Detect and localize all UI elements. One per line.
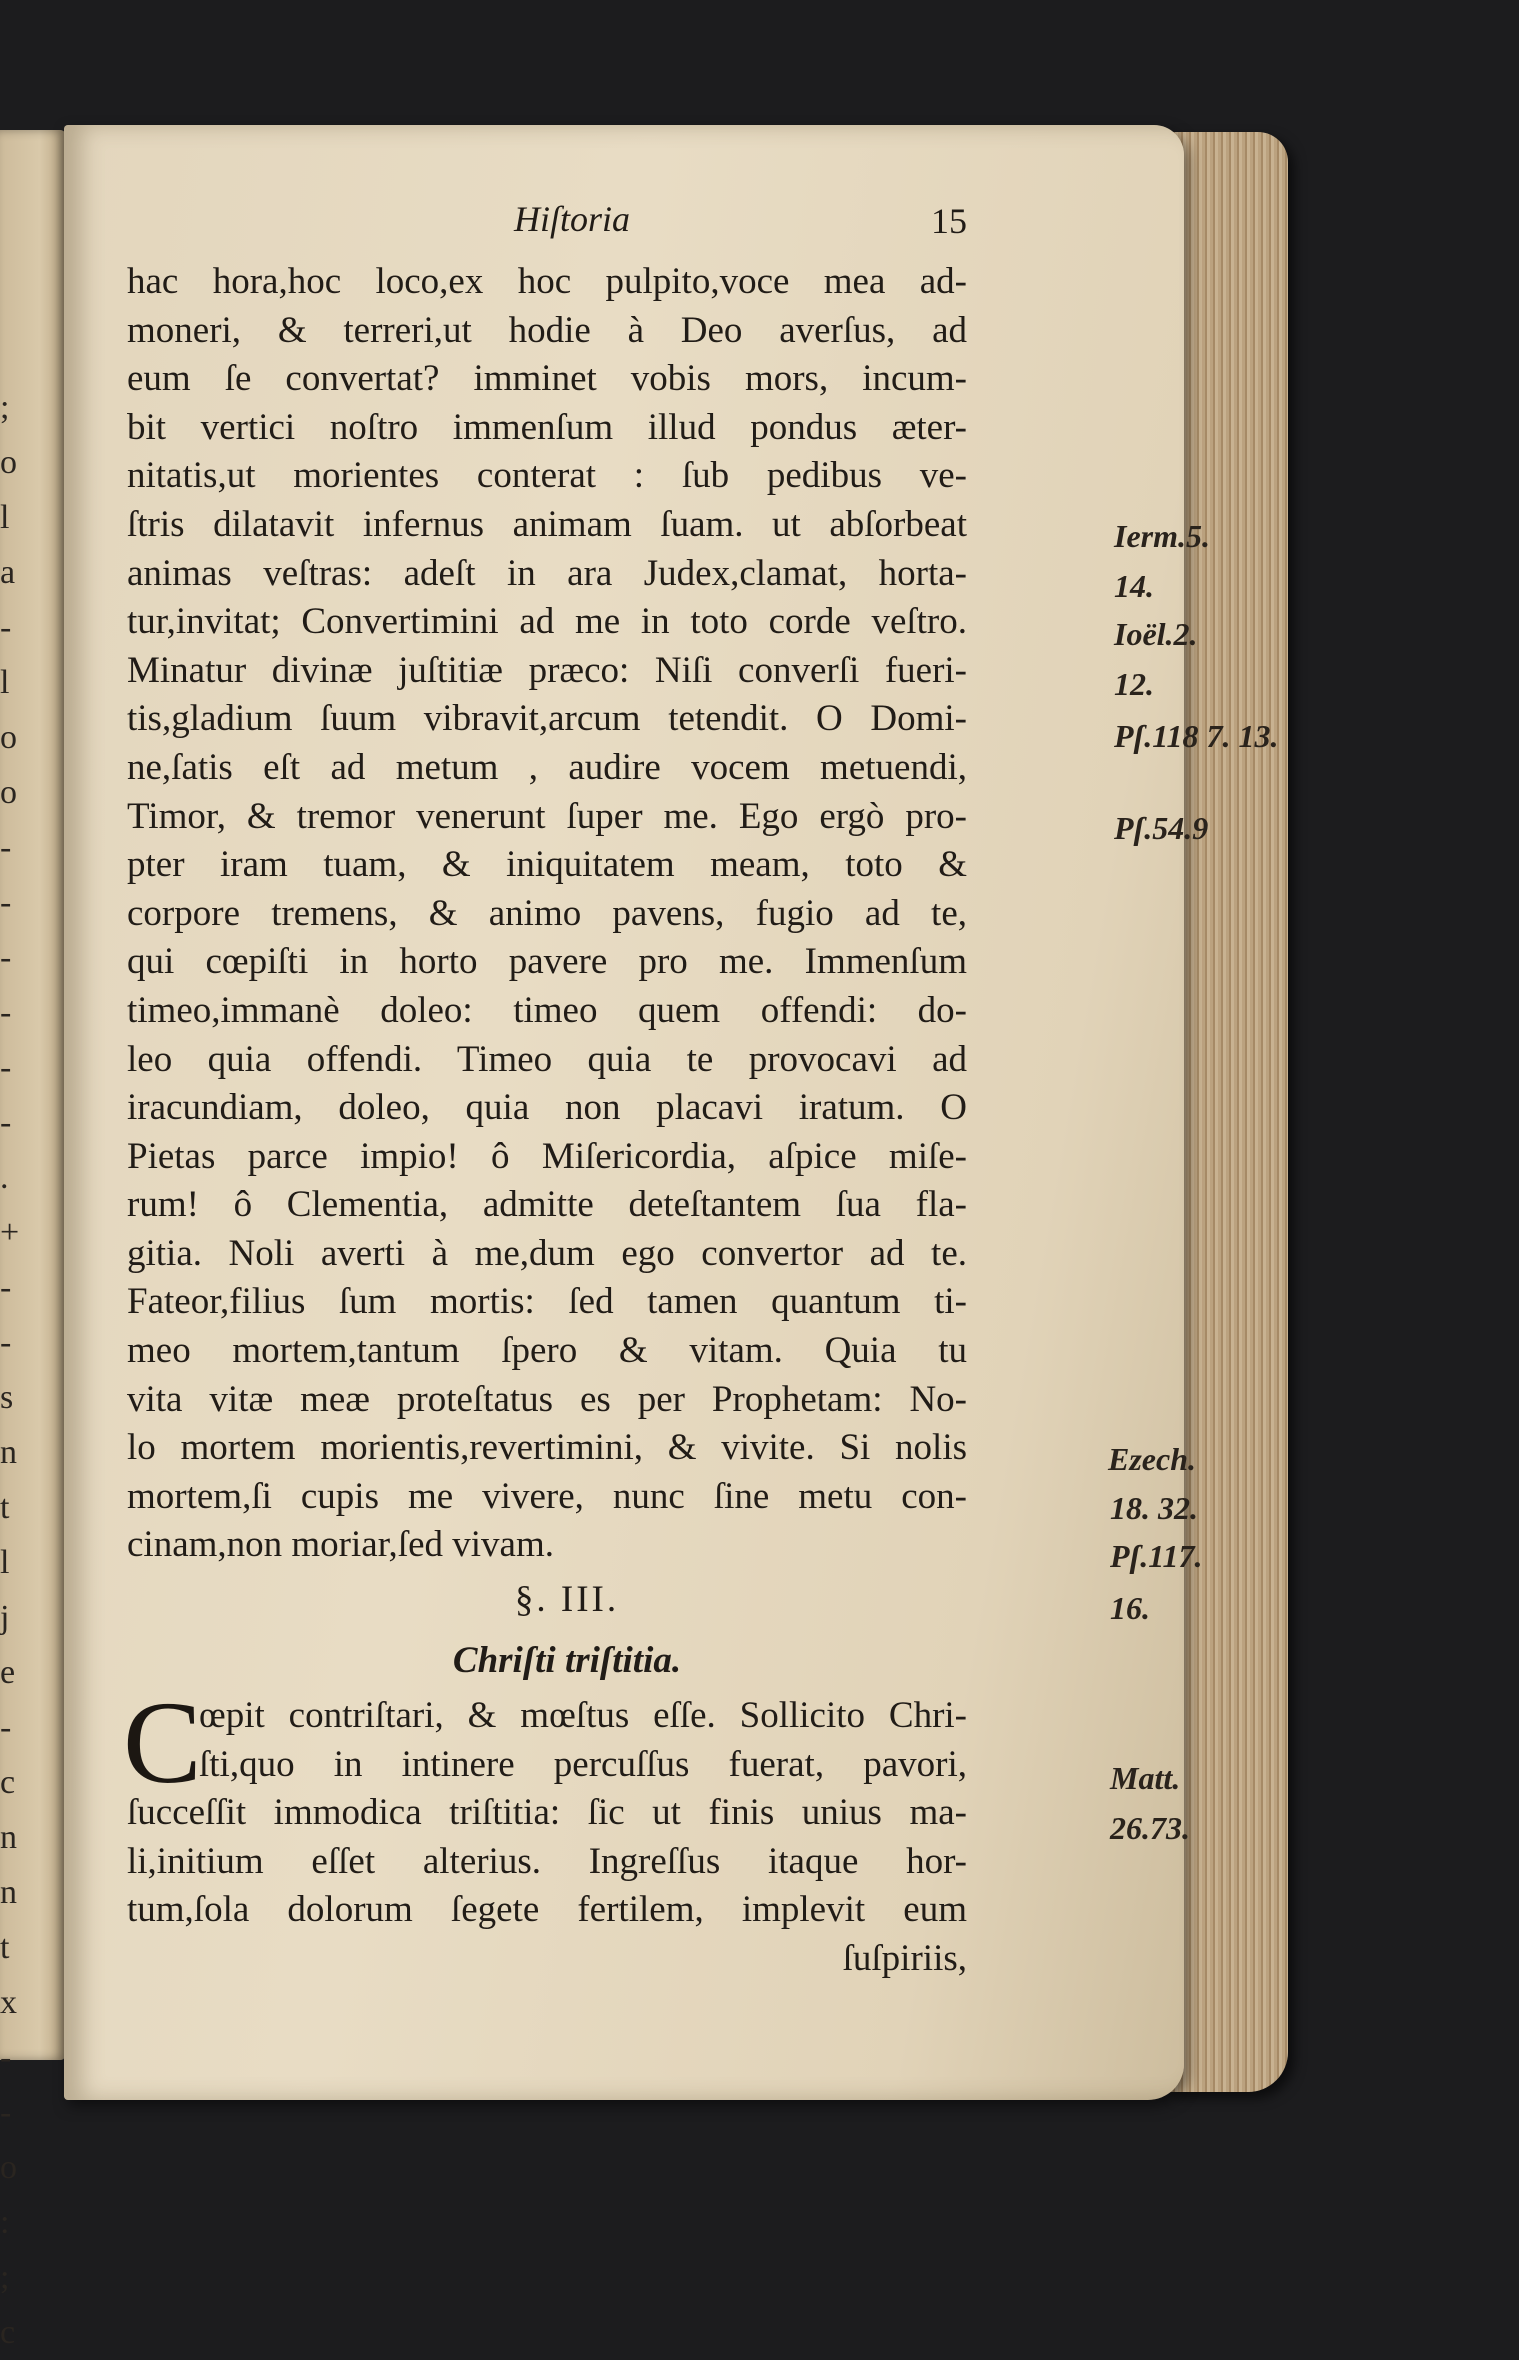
text-line: mortem,ſi cupis me vivere, nunc ſine metu con- [127, 1475, 967, 1517]
margin-note: Matt. [1110, 1760, 1181, 1796]
text-line: leo quia offendi. Timeo quia te provocavi ad [127, 1038, 967, 1080]
running-title: Hiſtoria [514, 199, 631, 239]
drop-capital: C [123, 1677, 202, 1809]
text-line: pter iram tuam, & iniquitatem meam, toto & [127, 844, 967, 886]
margin-note: 26.73. [1110, 1810, 1190, 1846]
text-line: cinam,non moriar,ſed vivam. [127, 1524, 554, 1566]
text-line: iracundiam, doleo, quia non placavi iratum. O [127, 1087, 967, 1129]
facing-page-glyphs: ; o l a - l o o - - - - - - . + - - s n t l j e - c n n t x - - o : ; c [0, 389, 20, 2351]
text-line: corpore tremens, & animo pavens, fugio ad te, [127, 892, 967, 934]
text-line: tis,gladium ſuum vibravit,arcum tetendit. O Domi- [127, 698, 967, 740]
running-header [127, 198, 967, 258]
section-title: Chriſti triſtitia. [452, 1640, 682, 1682]
margin-note: Pſ.54.9 [1114, 810, 1209, 846]
margin-note: Pſ.117. [1110, 1538, 1203, 1574]
body-paragraph [127, 258, 967, 1570]
margin-note: Ioël.2. [1114, 616, 1198, 652]
margin-note: 16. [1110, 1590, 1150, 1626]
text-line: Timor, & tremor venerunt ſuper me. Ego ergò pro- [127, 795, 967, 837]
margin-note: Ierm.5. [1114, 518, 1210, 554]
text-line: ſti,quo in intinere percuſſus fuerat, pavori, [199, 1743, 967, 1785]
text-line: eum ſe convertat? imminet vobis mors, incum- [127, 358, 967, 400]
page-text [123, 198, 1279, 1984]
text-line: nitatis,ut morientes conterat : ſub pedibus ve- [127, 455, 967, 497]
text-line: ſucceſſit immodica triſtitia: ſic ut finis unius ma- [127, 1792, 967, 1834]
text-line: Minatur divinæ juſtitiæ præco: Niſi converſi fueri- [127, 649, 967, 691]
text-line: hac hora,hoc loco,ex hoc pulpito,voce mea ad- [127, 261, 967, 302]
text-line: Pietas parce impio! ô Miſericordia, aſpice miſe- [127, 1135, 967, 1177]
page-number: 15 [931, 201, 967, 241]
text-line: tum,ſola dolorum ſegete fertilem, implevit eum [127, 1889, 967, 1931]
text-line: ſtris dilatavit infernus animam ſuam. ut abſorbeat [127, 503, 967, 545]
margin-note: 14. [1114, 568, 1154, 604]
margin-note: 18. 32. [1110, 1490, 1198, 1526]
text-line: Fateor,filius ſum mortis: ſed tamen quantum ti- [127, 1281, 967, 1323]
text-line: timeo,immanè doleo: timeo quem offendi: do- [127, 989, 967, 1031]
text-line: ne,ſatis eſt ad metum , audire vocem metuendi, [127, 746, 967, 788]
page-block-edges [1170, 132, 1288, 2092]
margin-note: 12. [1114, 666, 1154, 702]
text-line: œpit contriſtari, & mœſtus eſſe. Sollicito Chri- [199, 1695, 967, 1737]
text-line: tur,invitat; Convertimini ad me in toto corde veſtro. [127, 601, 967, 643]
text-line: animas veſtras: adeſt in ara Judex,clamat, horta- [127, 552, 967, 594]
text-line: gitia. Noli averti à me,dum ego convertor ad te. [127, 1232, 967, 1274]
text-line: lo mortem morientis,revertimini, & vivite. Si nolis [127, 1427, 967, 1469]
text-line: bit vertici noſtro immenſum illud pondus æter- [127, 406, 967, 448]
text-line: meo mortem,tantum ſpero & vitam. Quia tu [127, 1330, 967, 1372]
text-line: vita vitæ meæ proteſtatus es per Prophetam: No- [127, 1378, 967, 1420]
text-line: moneri, & terreri,ut hodie à Deo averſus, ad [127, 309, 967, 351]
text-line: li,initium eſſet alterius. Ingreſſus itaque hor- [127, 1840, 967, 1882]
margin-note: Ezech. [1108, 1441, 1196, 1477]
catchword: ſuſpiriis, [842, 1938, 967, 1979]
text-line: qui cœpiſti in horto pavere pro me. Immenſum [127, 941, 967, 983]
text-line: rum! ô Clementia, admitte deteſtantem ſua fla- [127, 1184, 967, 1226]
section-paragraph [123, 1677, 967, 1984]
margin-note: Pſ.118 7. 13. [1114, 718, 1279, 754]
facing-page-edge [0, 130, 66, 2351]
section-number: §. III. [514, 1579, 620, 1621]
